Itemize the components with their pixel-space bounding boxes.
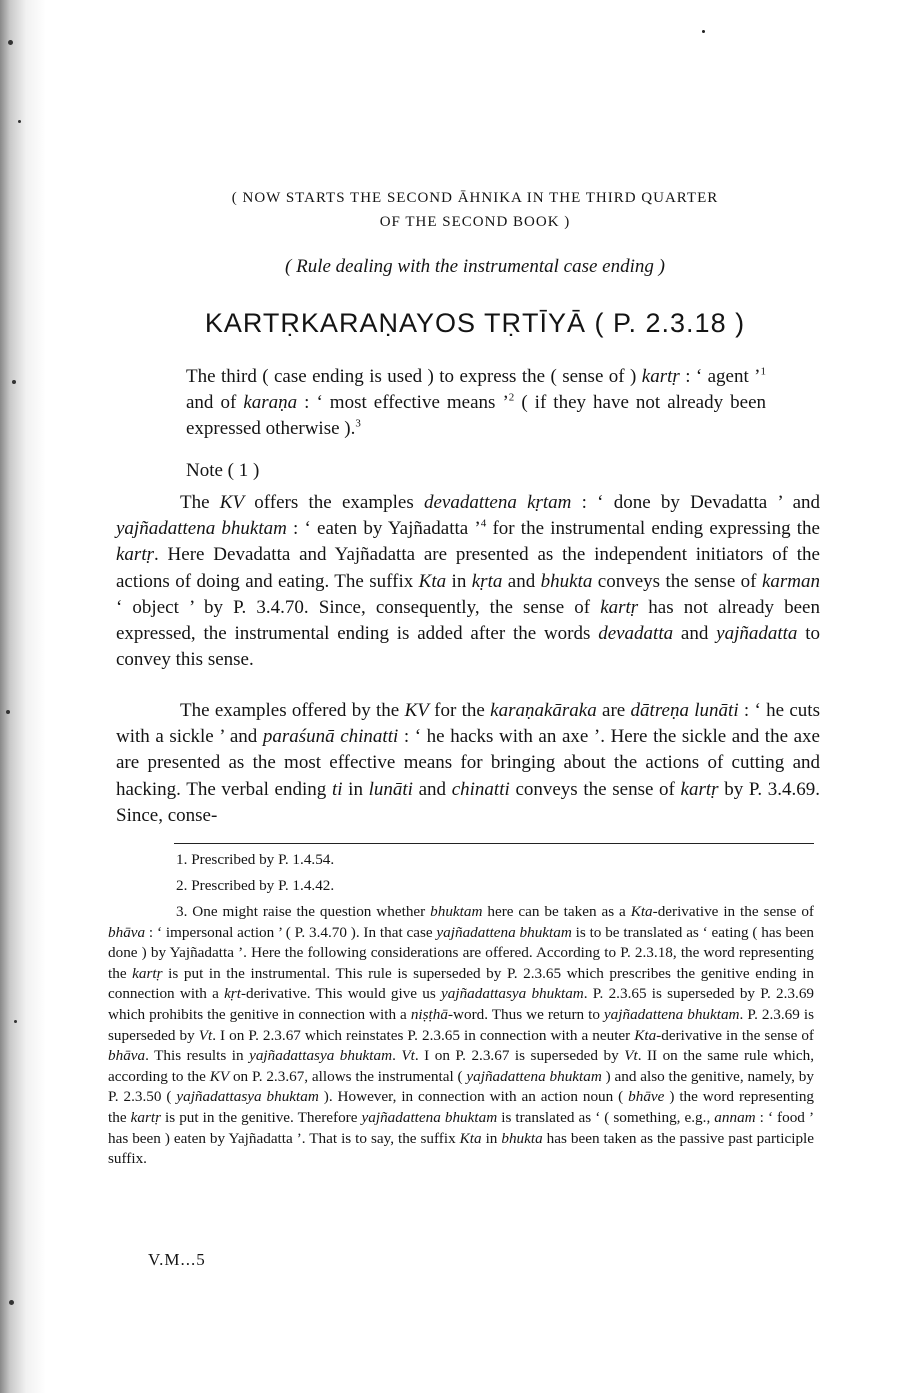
paragraph-kartr: The KV offers the examples devadattena kṛtam : ‘ done by Devadatta ’ and yajñadattena bhuktam : ‘ eaten by Yajñadatta ’$^4$ for the instrumental ending expressing the kartṛ. Here Devadatta and Yajñadatta are presented as the independent initiators of the actions of doing and eating. The suffix Kta in kṛta and bhukta conveys the sense of karman ‘ object ’ by P. 3.4.70. Since, consequently, the sense of kartṛ has not already been expressed, the instrumental ending is added after the words devadatta and yajñadatta to convey this sense.	[116, 492, 821, 671]
section-header-line-1: ( NOW STARTS THE SECOND ĀHNIKA IN THE THIRD QUARTER	[231, 190, 719, 206]
footnote-1: 1. Prescribed by P. 1.4.54.	[176, 851, 335, 868]
section-subtitle: ( Rule dealing with the instrumental case ending )	[285, 256, 665, 277]
footnote-ref: 4	[480, 517, 487, 530]
scan-speck	[9, 1300, 14, 1305]
paragraph-karana: The examples offered by the KV for the karaṇakāraka are dātreṇa lunāti : ‘ he cuts with a sickle ’ and paraśunā chinatti : ‘ he hacks with an axe ’. Here the sickle and the axe are presented as the most effective means for bringing about the actions of cutting and hacking. The verbal ending ti in lunāti and chinatti conveys the sense of kartṛ by P. 3.4.69. Since, conse-	[116, 700, 820, 826]
printer-signature-mark: V.M...5	[148, 1250, 206, 1269]
scan-speck	[18, 120, 21, 123]
footnote-divider	[174, 843, 814, 844]
scan-edge-shadow	[0, 0, 46, 1393]
scan-dot	[702, 30, 705, 33]
footnote-3: 3. One might raise the question whether bhuktam here can be taken as a Kta-derivative in the sense of bhāva : ‘ impersonal action ’ ( P. 3.4.70 ). In that case yajñadattena bhuktam is to be translated as ‘ eating ( has been done ) by Yajñadatta ’. Here the following considerations are offered. According to P. 2.3.18, the word representing the kartṛ is put in the instrumental. This rule is superseded by P. 2.3.65 which prescribes the genitive ending in connection with a kṛt-derivative. This would give us yajñadattasya bhuktam. P. 2.3.65 is superseded by P. 2.3.69 which prohibits the genitive in connection with a niṣṭhā-word. Thus we return to yajñadattena bhuktam. P. 2.3.69 is superseded by Vt. I on P. 2.3.67 which reinstates P. 2.3.65 in connection with a neuter Kta-derivative in the sense of bhāva. This results in yajñadattasya bhuktam. Vt. I on P. 2.3.67 is superseded by Vt. II on the same rule which, according to the KV on P. 2.3.67, allows the instrumental ( yajñadattena bhuktam ) and also the genitive, namely, by P. 2.3.50 ( yajñadattasya bhuktam ). However, in connection with an action noun ( bhāve ) the word representing the kartṛ is put in the genitive. Therefore yajñadattena bhuktam is translated as ‘ ( something, e.g., annam : ‘ food ’ has been ) eaten by Yajñadatta ’. That is to say, the suffix Kta in bhukta has been taken as the passive past participle suffix.	[108, 903, 815, 1168]
note-label: Note ( 1 )	[186, 460, 260, 481]
scan-speck	[14, 1020, 17, 1023]
scan-speck	[12, 380, 16, 384]
rule-translation: The third ( case ending is used ) to express the ( sense of ) kartṛ : ‘ agent ’$^1$ and of karaṇa : ‘ most effective means ’$^2$ ( if they have not already been expressed otherwise ).$^3$	[186, 365, 767, 440]
footnote-ref: 2	[508, 391, 515, 404]
section-header-line-2: OF THE SECOND BOOK )	[379, 214, 571, 230]
rule-title: KARTṚKARAṆAYOS TṚTĪYĀ ( P. 2.3.18 )	[204, 308, 746, 338]
footnote-ref: 3	[355, 418, 361, 431]
footnote-ref: 1	[760, 365, 767, 378]
footnote-2: 2. Prescribed by P. 1.4.42.	[176, 877, 335, 894]
scan-speck	[6, 710, 10, 714]
scan-speck	[8, 40, 13, 45]
